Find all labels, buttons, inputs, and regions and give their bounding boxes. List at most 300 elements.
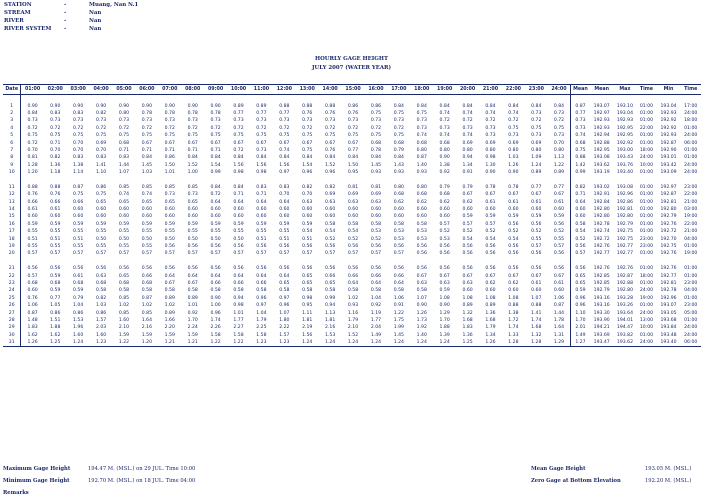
- value-cell: 1.81: [325, 317, 336, 323]
- value-cell: 0.57: [302, 251, 313, 257]
- value-cell: 1.14: [73, 170, 84, 176]
- value-cell: 0.76: [50, 192, 61, 198]
- value-cell: 0.75: [118, 133, 130, 139]
- value-cell: 0.56: [575, 244, 586, 249]
- value-cell: 0.60: [279, 214, 290, 220]
- value-cell: 0.70: [279, 192, 290, 198]
- value-cell: 0.72: [393, 125, 404, 131]
- value-cell: 0.58: [325, 221, 336, 227]
- value-cell: 0.57: [233, 251, 244, 257]
- value-cell: 1.34: [485, 332, 496, 338]
- value-cell: 0.62: [485, 280, 496, 286]
- value-cell: 193.90: [593, 317, 610, 323]
- value-cell: 193.40: [616, 170, 633, 176]
- value-cell: 0.69: [485, 140, 496, 146]
- value-cell: 0.59: [50, 273, 61, 279]
- value-cell: 0.59: [485, 214, 496, 220]
- value-cell: 0.67: [548, 191, 571, 198]
- value-cell: 0.54: [485, 236, 496, 242]
- table-row: [3, 117, 701, 124]
- value-cell: 1.08: [508, 295, 519, 301]
- column-header: 21:00: [479, 85, 502, 95]
- value-cell: 0.60: [279, 207, 290, 213]
- value-cell: 0.66: [73, 199, 84, 205]
- value-cell: 0.74: [485, 110, 496, 116]
- value-cell: 0.67: [347, 140, 359, 146]
- stream-line: [4, 9, 138, 17]
- value-cell: 1.52: [347, 332, 359, 338]
- value-cell: 1.51: [50, 317, 61, 323]
- value-cell: 0.59: [508, 214, 519, 220]
- value-cell: 0.93: [416, 170, 427, 176]
- value-cell: 193.10: [616, 103, 633, 109]
- value-cell: 0.84: [210, 184, 221, 190]
- value-cell: 0.77: [50, 295, 61, 301]
- value-cell: 0.74: [118, 192, 130, 198]
- value-cell: 1.52: [325, 162, 336, 168]
- value-cell: 0.73: [325, 118, 336, 124]
- value-cell: 193.16: [593, 295, 610, 301]
- value-cell: 0.73: [485, 125, 496, 131]
- value-cell: 193.40: [657, 339, 681, 347]
- value-cell: 0.92: [187, 310, 198, 316]
- value-cell: 0.64: [233, 273, 244, 279]
- value-cell: 0.66: [27, 199, 38, 205]
- table-row: [3, 125, 701, 132]
- value-cell: 0.50: [164, 236, 175, 242]
- value-cell: 0.67: [210, 140, 221, 146]
- value-cell: 0.75: [548, 125, 571, 132]
- value-cell: 1.13: [325, 310, 336, 316]
- value-cell: 0.60: [187, 207, 198, 213]
- value-cell: 0.76: [27, 295, 38, 301]
- value-cell: 0.64: [256, 199, 267, 205]
- value-cell: 0.59: [73, 221, 84, 227]
- hourly-gage-table: [3, 84, 701, 347]
- value-cell: 0.80: [416, 147, 427, 153]
- value-cell: 1.22: [113, 339, 136, 347]
- value-cell: 0.57: [95, 251, 107, 257]
- value-cell: 0.74: [462, 133, 473, 139]
- value-cell: 0.56: [187, 244, 198, 249]
- value-cell: 192.77: [616, 251, 633, 257]
- value-cell: 0.56: [210, 244, 221, 249]
- value-cell: 0.51: [256, 236, 267, 242]
- value-cell: 192.93: [660, 110, 677, 116]
- value-cell: 0.50: [95, 236, 107, 242]
- value-cell: 1.54: [302, 162, 313, 168]
- value-cell: 193.62: [614, 339, 637, 347]
- value-cell: 0.72: [531, 118, 542, 124]
- value-cell: 01:00: [639, 280, 654, 286]
- value-cell: 01:00: [639, 140, 654, 146]
- value-cell: 1.06: [27, 303, 38, 309]
- value-cell: 1.30: [485, 162, 496, 168]
- value-cell: 0.60: [164, 214, 175, 220]
- value-cell: 0.57: [27, 273, 38, 279]
- value-cell: 0.72: [548, 117, 571, 124]
- value-cell: 0.66: [256, 280, 267, 286]
- value-cell: 0.60: [416, 207, 427, 213]
- value-cell: 0.84: [393, 155, 404, 161]
- value-cell: 1.22: [548, 162, 571, 169]
- value-cell: 22:00: [684, 221, 698, 227]
- value-cell: 0.73: [164, 118, 175, 124]
- value-cell: 1.43: [393, 162, 404, 168]
- value-cell: 0.59: [256, 221, 267, 227]
- value-cell: 0.58: [118, 288, 130, 294]
- value-cell: 192.75: [660, 244, 677, 249]
- value-cell: 0.60: [141, 214, 152, 220]
- value-cell: 1.32: [531, 332, 542, 338]
- value-cell: 1.26: [508, 162, 519, 168]
- value-cell: 0.75: [575, 147, 586, 153]
- value-cell: 193.30: [593, 310, 610, 316]
- stream-key: STREAM: [4, 10, 31, 16]
- value-cell: 192.72: [593, 236, 610, 242]
- value-cell: 0.56: [462, 266, 473, 272]
- value-cell: 01:00: [684, 244, 698, 249]
- value-cell: 0.62: [393, 199, 404, 205]
- value-cell: 192.81: [660, 280, 677, 286]
- value-cell: 1.40: [416, 162, 427, 168]
- value-cell: 0.56: [233, 244, 244, 249]
- value-cell: 1.19: [370, 310, 382, 316]
- value-cell: 192.77: [616, 244, 633, 249]
- value-cell: 192.80: [660, 207, 677, 213]
- value-cell: 0.67: [485, 192, 496, 198]
- value-cell: 0.63: [462, 280, 473, 286]
- value-cell: 0.79: [439, 184, 450, 190]
- value-cell: 0.53: [393, 236, 404, 242]
- value-cell: 0.73: [256, 118, 267, 124]
- value-cell: 0.56: [416, 244, 427, 249]
- value-cell: 0.56: [164, 244, 175, 249]
- value-cell: 0.67: [233, 140, 244, 146]
- value-cell: 0.67: [302, 140, 313, 146]
- value-cell: 0.57: [210, 251, 221, 257]
- date-cell: 29: [3, 324, 21, 331]
- value-cell: 0.80: [531, 147, 542, 153]
- value-cell: 0.56: [347, 266, 359, 272]
- value-cell: 0.55: [548, 235, 571, 242]
- value-cell: 0.59: [548, 213, 571, 220]
- value-cell: 2.16: [325, 325, 336, 331]
- value-cell: 0.60: [95, 214, 107, 220]
- value-cell: 0.62: [508, 280, 519, 286]
- table-row: [3, 302, 701, 309]
- value-cell: 0.77: [531, 184, 542, 190]
- value-cell: 192.91: [593, 192, 610, 198]
- value-cell: 0.52: [508, 229, 519, 235]
- value-cell: 0.53: [416, 236, 427, 242]
- value-cell: 23:00: [684, 184, 698, 190]
- value-cell: 0.73: [233, 118, 244, 124]
- value-cell: 0.56: [187, 266, 198, 272]
- value-cell: 0.60: [531, 207, 542, 213]
- value-cell: 192.78: [660, 288, 677, 294]
- value-cell: 0.52: [347, 236, 359, 242]
- value-cell: 0.75: [370, 133, 382, 139]
- value-cell: 1.49: [370, 332, 382, 338]
- value-cell: 0.60: [548, 287, 571, 294]
- value-cell: 0.68: [27, 280, 38, 286]
- value-cell: 0.73: [370, 118, 382, 124]
- value-cell: 0.58: [210, 288, 221, 294]
- value-cell: 1.24: [67, 339, 90, 347]
- date-cell: 24: [3, 287, 21, 294]
- value-cell: 0.72: [508, 118, 519, 124]
- table-row: [3, 213, 701, 220]
- value-cell: 0.98: [302, 295, 313, 301]
- value-cell: 0.65: [575, 280, 586, 286]
- value-cell: 1.03: [508, 155, 519, 161]
- value-cell: 0.65: [164, 199, 175, 205]
- value-cell: 0.60: [393, 207, 404, 213]
- value-cell: 0.73: [575, 125, 586, 131]
- value-cell: 0.71: [50, 140, 61, 146]
- value-cell: 192.79: [660, 214, 677, 220]
- value-cell: 1.64: [548, 324, 571, 331]
- value-cell: 0.70: [548, 139, 571, 146]
- value-cell: 1.33: [508, 332, 519, 338]
- value-cell: 193.47: [590, 339, 614, 347]
- value-cell: 0.74: [279, 147, 290, 153]
- value-cell: 0.72: [325, 125, 336, 131]
- value-cell: 0.56: [531, 221, 542, 227]
- value-cell: 0.61: [27, 207, 38, 213]
- value-cell: 0.65: [118, 199, 130, 205]
- value-cell: 193.01: [660, 155, 677, 161]
- value-cell: 0.75: [347, 133, 359, 139]
- value-cell: 0.62: [416, 199, 427, 205]
- value-cell: 0.75: [370, 110, 382, 116]
- value-cell: 0.60: [370, 214, 382, 220]
- value-cell: 0.60: [302, 207, 313, 213]
- value-cell: 0.89: [187, 295, 198, 301]
- value-cell: 0.76: [325, 110, 336, 116]
- value-cell: 0.73: [118, 118, 130, 124]
- value-cell: 0.80: [462, 147, 473, 153]
- spacer-row: [3, 176, 701, 183]
- value-cell: 0.75: [531, 125, 542, 131]
- value-cell: 01:00: [639, 199, 654, 205]
- value-cell: 1.10: [95, 170, 107, 176]
- value-cell: 0.85: [187, 184, 198, 190]
- value-cell: 1.70: [187, 317, 198, 323]
- value-cell: 193.62: [593, 162, 610, 168]
- value-cell: 193.04: [616, 110, 633, 116]
- value-cell: 1.05: [50, 303, 61, 309]
- value-cell: 0.87: [548, 302, 571, 309]
- value-cell: 192.87: [660, 192, 677, 198]
- value-cell: 0.59: [531, 214, 542, 220]
- value-cell: 1.02: [141, 303, 152, 309]
- value-cell: 192.96: [660, 295, 677, 301]
- value-cell: 192.93: [660, 133, 677, 139]
- value-cell: 0.58: [370, 221, 382, 227]
- value-cell: 23:00: [684, 303, 698, 309]
- value-cell: 0.72: [27, 125, 38, 131]
- value-cell: 0.60: [439, 214, 450, 220]
- value-cell: 1.40: [416, 332, 427, 338]
- value-cell: 0.56: [141, 266, 152, 272]
- value-cell: 0.52: [485, 229, 496, 235]
- value-cell: 0.72: [233, 147, 244, 153]
- value-cell: 1.79: [347, 317, 359, 323]
- value-cell: 0.73: [416, 125, 427, 131]
- value-cell: 0.56: [279, 244, 290, 249]
- date-cell: 22: [3, 272, 21, 279]
- value-cell: 0.60: [370, 207, 382, 213]
- report-subtitle: JULY 2007 (WATER YEAR): [311, 65, 392, 71]
- remarks-label: Remarks: [3, 490, 29, 496]
- value-cell: 0.73: [462, 125, 473, 131]
- value-cell: 0.57: [548, 243, 571, 250]
- value-cell: 24:00: [684, 332, 698, 338]
- value-cell: 0.68: [416, 192, 427, 198]
- value-cell: 0.86: [347, 103, 359, 109]
- value-cell: 0.90: [50, 103, 61, 109]
- value-cell: 01:00: [639, 192, 654, 198]
- value-cell: 03:00: [684, 207, 698, 213]
- value-cell: 194.21: [593, 325, 610, 331]
- value-cell: 0.60: [575, 214, 586, 220]
- zero-gage-label: Zero Gage at Bottom Elevation: [531, 478, 621, 484]
- date-cell: 2: [3, 110, 21, 117]
- value-cell: 1.74: [210, 317, 221, 323]
- value-cell: 0.61: [548, 198, 571, 205]
- value-cell: 0.84: [485, 103, 496, 109]
- value-cell: 0.84: [141, 155, 152, 161]
- value-cell: 0.89: [164, 295, 175, 301]
- value-cell: 0.75: [393, 133, 404, 139]
- value-cell: 1.38: [508, 310, 519, 316]
- value-cell: 0.72: [95, 125, 107, 131]
- value-cell: 0.64: [347, 280, 359, 286]
- value-cell: 1.80: [279, 317, 290, 323]
- value-cell: 0.80: [548, 147, 571, 154]
- value-cell: 0.68: [393, 140, 404, 146]
- value-cell: 0.66: [393, 273, 404, 279]
- value-cell: 0.75: [302, 147, 313, 153]
- value-cell: 0.72: [141, 125, 152, 131]
- value-cell: 0.68: [416, 140, 427, 146]
- value-cell: 0.57: [439, 221, 450, 227]
- value-cell: 1.44: [548, 309, 571, 316]
- value-cell: 0.58: [416, 221, 427, 227]
- value-cell: 0.85: [141, 310, 152, 316]
- value-cell: 10:00: [639, 162, 654, 168]
- date-cell: 12: [3, 191, 21, 198]
- value-cell: 0.84: [370, 155, 382, 161]
- max-gage-value: 194.47 M. (MSL.) on 29 JUL. Time 10:00: [88, 466, 196, 472]
- value-cell: 192.93: [593, 125, 610, 131]
- value-cell: 2.10: [118, 325, 130, 331]
- value-cell: 0.64: [256, 273, 267, 279]
- value-cell: 0.59: [50, 221, 61, 227]
- value-cell: 0.60: [27, 288, 38, 294]
- value-cell: 0.63: [347, 199, 359, 205]
- table-row: [3, 154, 701, 161]
- value-cell: 1.39: [439, 332, 450, 338]
- value-cell: 0.60: [416, 214, 427, 220]
- value-cell: 24:00: [636, 339, 656, 347]
- value-cell: 0.51: [50, 236, 61, 242]
- value-cell: 0.71: [233, 192, 244, 198]
- value-cell: 0.67: [256, 140, 267, 146]
- value-cell: 0.78: [164, 110, 175, 116]
- value-cell: 0.90: [141, 103, 152, 109]
- column-header: 01:00: [21, 85, 44, 95]
- value-cell: 24:00: [684, 162, 698, 168]
- date-cell: 21: [3, 265, 21, 272]
- value-cell: 0.68: [95, 280, 107, 286]
- value-cell: 1.28: [502, 339, 525, 347]
- table-row: [3, 243, 701, 250]
- value-cell: 0.90: [210, 103, 221, 109]
- zero-gage-value: 192.20 M. (MSL.): [645, 478, 692, 484]
- value-cell: 0.97: [279, 295, 290, 301]
- value-cell: 0.55: [73, 229, 84, 235]
- value-cell: 0.96: [575, 295, 586, 301]
- value-cell: 0.79: [73, 295, 84, 301]
- value-cell: 1.24: [365, 339, 388, 347]
- value-cell: 19:00: [639, 295, 654, 301]
- station-header: [4, 1, 138, 33]
- value-cell: 0.94: [462, 155, 473, 161]
- value-cell: 0.94: [325, 303, 336, 309]
- value-cell: 192.76: [616, 266, 633, 272]
- value-cell: 0.65: [141, 199, 152, 205]
- value-cell: 0.73: [95, 118, 107, 124]
- value-cell: 24:00: [684, 110, 698, 116]
- column-header: 14:00: [319, 85, 342, 95]
- table-body: [3, 95, 701, 347]
- value-cell: 0.57: [485, 221, 496, 227]
- value-cell: 0.61: [531, 280, 542, 286]
- value-cell: 0.56: [302, 244, 313, 249]
- value-cell: 1.70: [575, 317, 586, 323]
- value-cell: 0.80: [439, 147, 450, 153]
- value-cell: 0.52: [531, 229, 542, 235]
- value-cell: 0.81: [370, 184, 382, 190]
- table-row: [3, 287, 701, 294]
- value-cell: 0.86: [50, 310, 61, 316]
- value-cell: 192.76: [593, 266, 610, 272]
- value-cell: 0.56: [508, 221, 519, 227]
- value-cell: 0.88: [27, 184, 38, 190]
- value-cell: 1.79: [256, 317, 267, 323]
- value-cell: 0.73: [210, 118, 221, 124]
- river-key: RIVER: [4, 18, 24, 24]
- table-row: [3, 139, 701, 146]
- value-cell: 01:00: [639, 184, 654, 190]
- value-cell: 0.73: [439, 125, 450, 131]
- value-cell: 0.57: [118, 251, 130, 257]
- value-cell: 0.60: [485, 207, 496, 213]
- value-cell: 0.67: [531, 192, 542, 198]
- column-header: 22:00: [502, 85, 525, 95]
- value-cell: 0.56: [548, 221, 571, 228]
- value-cell: 192.95: [616, 133, 633, 139]
- value-cell: 192.81: [616, 207, 633, 213]
- value-cell: 0.56: [302, 266, 313, 272]
- value-cell: 0.72: [439, 118, 450, 124]
- date-cell: 3: [3, 117, 21, 124]
- date-cell: 4: [3, 125, 21, 132]
- value-cell: 0.83: [118, 155, 130, 161]
